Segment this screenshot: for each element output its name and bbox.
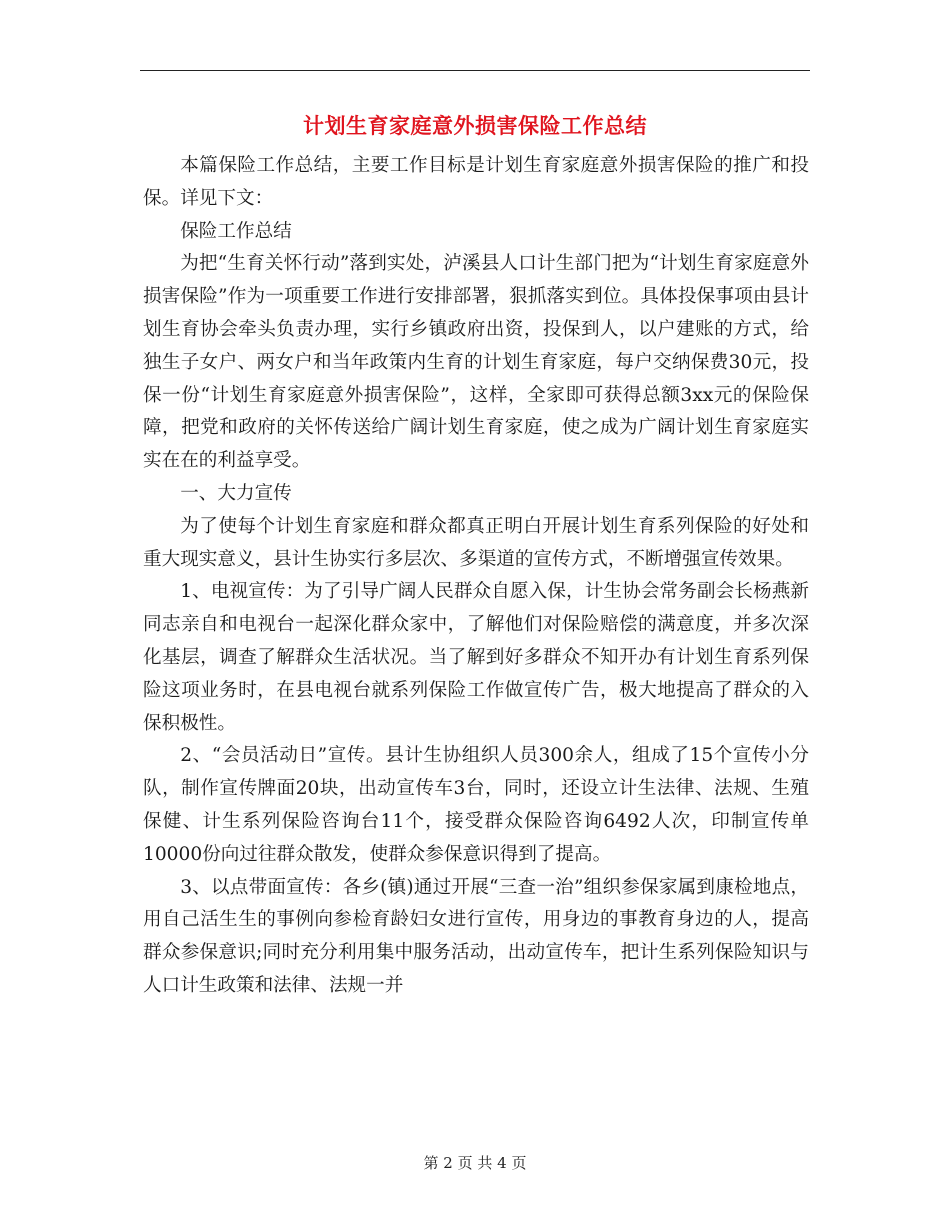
page-number-footer: 第 2 页 共 4 页	[423, 1154, 527, 1172]
header-rule	[140, 70, 810, 71]
section-heading-summary: 保险工作总结	[180, 220, 292, 242]
paragraph-intro: 本篇保险工作总结，主要工作目标是计划生育家庭意外损害保险的推广和投保。详见下文：	[143, 155, 809, 209]
document-body	[143, 150, 809, 1003]
paragraph-tv-publicity: 1、电视宣传：为了引导广阔人民群众自愿入保，计生协会常务副会长杨燕新同志亲自和电视台一起深化群众家中，了解他们对保险赔偿的满意度，并多次深化基层，调查了解群众生活状况。当了解到好多群众不知开办有计划生育系列保险这项业务时，在县电视台就系列保险工作做宣传广告，极大地提高了群众的入保积极性。	[143, 581, 809, 734]
paragraph-overview: 为把“生育关怀行动”落到实处，泸溪县人口计生部门把为“计划生育家庭意外损害保险”作为一项重要工作进行安排部署，狠抓落实到位。具体投保事项由县计划生育协会牵头负责办理，实行乡镇政府出资，投保到人，以户建账的方式，给独生子女户、两女户和当年政策内生育的计划生育家庭，每户交纳保费30元，投保一份“计划生育家庭意外损害保险”，这样，全家即可获得总额3xx元的保险保障，把党和政府的关怀传送给广阔计划生育家庭，使之成为广阔计划生育家庭实实在在的利益享受。	[143, 253, 809, 472]
paragraph-member-day: 2、“会员活动日”宣传。县计生协组织人员300余人，组成了15个宣传小分队，制作宣传牌面20块，出动宣传车3台，同时，还设立计生法律、法规、生殖保健、计生系列保险咨询台11个，接受群众保险咨询6492人次，印制宣传单10000份向过往群众散发，使群众参保意识得到了提高。	[143, 745, 809, 865]
section-heading-publicity: 一、大力宣传	[180, 482, 292, 504]
paragraph-publicity: 为了使每个计划生育家庭和群众都真正明白开展计划生育系列保险的好处和重大现实意义，县计生协实行多层次、多渠道的宣传方式，不断增强宣传效果。	[143, 515, 809, 570]
document-title: 计划生育家庭意外损害保险工作总结	[303, 113, 647, 138]
paragraph-point-publicity: 3、以点带面宣传：各乡(镇)通过开展“三查一治”组织参保家属到康检地点，用自己活生生的事例向参检育龄妇女进行宣传，用身边的事教育身边的人，提高群众参保意识;同时充分利用集中服务活动，出动宣传车，把计生系列保险知识与人口计生政策和法律、法规一并	[143, 876, 809, 996]
